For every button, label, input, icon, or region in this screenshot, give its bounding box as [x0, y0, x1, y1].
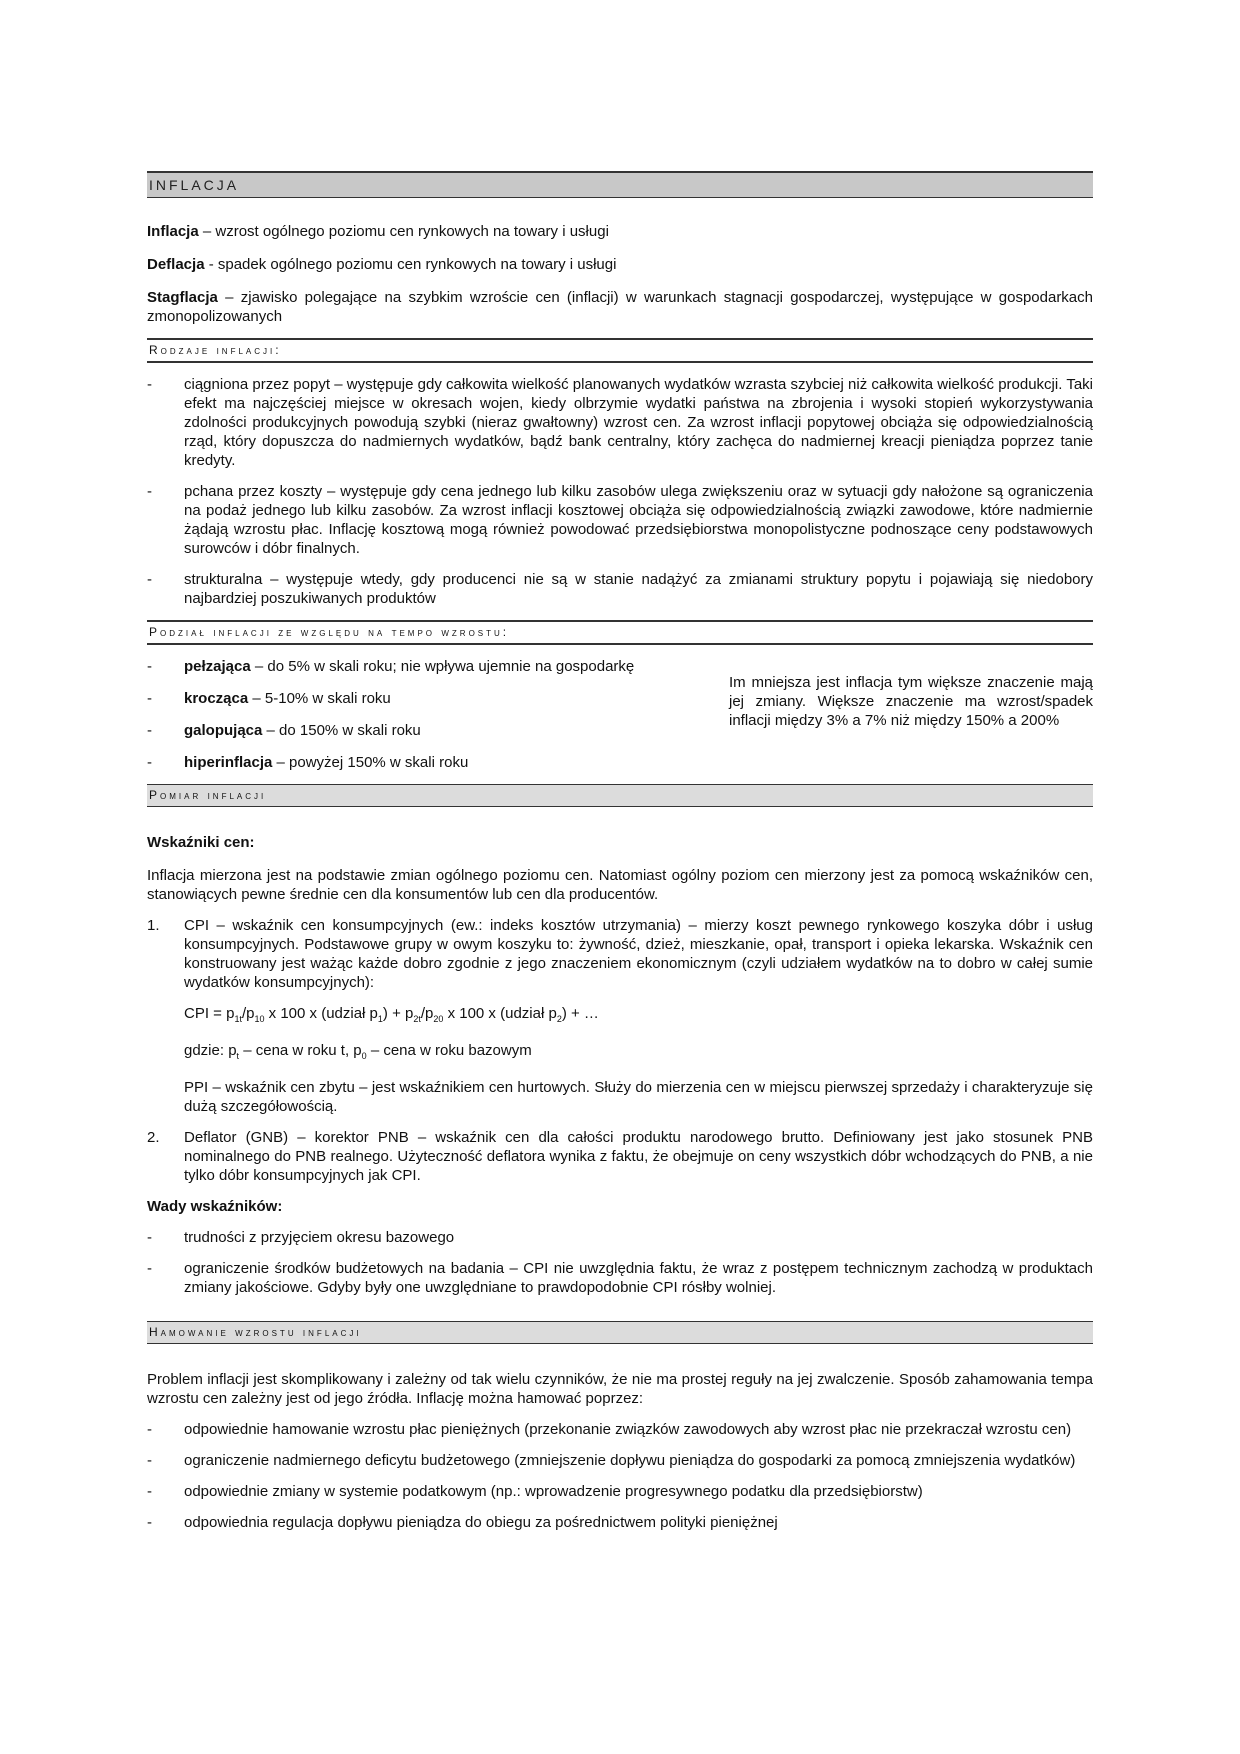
formula-part: /p [420, 1005, 434, 1022]
heading-initial: R [149, 343, 161, 357]
list-item [147, 375, 1093, 470]
list-item-text: ograniczenie nadmiernego deficytu budżetowego (zmniejszenie dopływu pieniądza do gospodarki za pomocą zmniejszenia wydatków) [184, 1452, 1076, 1469]
podzial-block [147, 657, 1093, 784]
subheading-wskazniki: Wskaźniki cen: [147, 834, 255, 851]
section-heading-pomiar [147, 784, 1093, 807]
list-item [147, 753, 717, 772]
section-heading-rodzaje [147, 338, 1093, 363]
heading-rest: odział inflacji ze względu na tempo wzrostu: [160, 625, 510, 639]
term: Inflacja [147, 223, 199, 240]
list-item [147, 657, 717, 676]
term: hiperinflacja [184, 754, 273, 771]
bullet-dash: - [147, 1514, 152, 1531]
bullet-dash: - [147, 1452, 152, 1469]
list-item-text: strukturalna – występuje wtedy, gdy producenci nie są w stanie nadążyć za zmianami struktury popytu i pojawiają się niedobory najbardziej poszukiwanych produktów [184, 571, 1093, 607]
list-item [147, 721, 717, 740]
bullet-dash: - [147, 1229, 152, 1246]
definition-text: - spadek ogólnego poziomu cen rynkowych na towary i usługi [204, 256, 617, 273]
heading-rest: omiar inflacji [160, 788, 267, 802]
list-item [147, 482, 1093, 558]
rodzaje-list [147, 375, 1093, 608]
formula-part: gdzie: p [184, 1042, 237, 1059]
list-item [147, 570, 1093, 608]
side-note-text: Im mniejsza jest inflacja tym większe znaczenie mają jej zmiany. Większe znaczenie ma wzrost/spadek inflacji między 3% a 7% niż między 150% a 200% [729, 674, 1093, 729]
heading-initial: P [149, 788, 161, 802]
pomiar-intro: Inflacja mierzona jest na podstawie zmian ogólnego poziomu cen. Natomiast ogólny poziom cen mierzony jest za pomocą wskaźników cen, stanowiących pewne średnie cen dla konsumentów lub cen dla producentów. [147, 867, 1093, 903]
formula-part: – cena w roku t, p [239, 1042, 362, 1059]
list-item-text: trudności z przyjęciem okresu bazowego [184, 1229, 455, 1246]
list-item [147, 1228, 1093, 1247]
list-item-text: – do 5% w skali roku; nie wpływa ujemnie na gospodarkę [250, 658, 635, 675]
item-number: 1. [147, 917, 160, 934]
bullet-dash: - [147, 1421, 152, 1438]
formula-subscript: 2t [413, 1014, 421, 1024]
hamowanie-intro: Problem inflacji jest skomplikowany i zależny od tak wielu czynników, że nie ma prostej reguły na jej zwalczenie. Sposób zahamowania tempa wzrostu cen zależny jest od jego źródła. Inflację można hamować poprzez: [147, 1371, 1093, 1407]
subheading-wady: Wady wskaźników: [147, 1198, 283, 1215]
formula-subscript: 1 [377, 1014, 383, 1024]
formula-subscript: t [236, 1051, 240, 1061]
list-item-text: odpowiednia regulacja dopływu pieniądza do obiegu za pośrednictwem polityki pieniężnej [184, 1514, 778, 1531]
formula-subscript: 10 [254, 1014, 265, 1024]
heading-rest: amowanie wzrostu inflacji [160, 1325, 362, 1339]
bullet-dash: - [147, 754, 152, 771]
bullet-dash: - [147, 722, 152, 739]
list-item-text: – powyżej 150% w skali roku [272, 754, 469, 771]
heading-rest: odzaje inflacji: [160, 343, 282, 357]
list-item-text: – do 150% w skali roku [262, 722, 421, 739]
bullet-dash: - [147, 1260, 152, 1277]
list-item-text: odpowiednie hamowanie wzrostu płac pieniężnych (przekonanie związków zawodowych aby wzrost płac nie przekraczał wzrostu cen) [184, 1421, 1072, 1438]
formula-legend [184, 1041, 1093, 1066]
formula-part: ) + p [382, 1005, 414, 1022]
wady-list [147, 1228, 1093, 1297]
formula-part: /p [241, 1005, 255, 1022]
numbered-item-text: Deflator (GNB) – korektor PNB – wskaźnik cen dla całości produktu narodowego brutto. Definiowany jest jako stosunek PNB nominalnego do PNB realnego. Użyteczność deflatora wynika z faktu, że obejmuje on ceny wszystkich dóbr wchodzących do PNB, a nie tylko dóbr konsumpcyjnych jak CPI. [184, 1129, 1093, 1184]
list-item [147, 1451, 1093, 1470]
bullet-dash: - [147, 376, 152, 393]
list-item [147, 1513, 1093, 1532]
formula-part: – cena w roku bazowym [366, 1042, 532, 1059]
section-heading-hamowanie [147, 1321, 1093, 1344]
numbered-item-text: CPI – wskaźnik cen konsumpcyjnych (ew.: indeks kosztów utrzymania) – mierzy koszt pewnego rynkowego koszyka dóbr i usług konsumpcyjnych. Podstawowe grupy w owym koszyku to: żywność, dzież, mieszkanie, opał, transport i opieka lekarska. Wskaźnik cen konstruowany jest ważąc każde dobro zgodnie z jego znaczeniem ekonomicznym (czyli udziałem wydatków na to dobro w całej sumie wydatków konsumpcyjnych): [184, 917, 1093, 991]
bullet-dash: - [147, 690, 152, 707]
formula-subscript: 20 [433, 1014, 444, 1024]
formula-part: x 100 x (udział p [443, 1005, 557, 1022]
list-item-text: pchana przez koszty – występuje gdy cena jednego lub kilku zasobów ulega zwiększeniu oraz w sytuacji gdy nałożone są ograniczenia na podaż jednego lub kilku zasobów. Za wzrost inflacji kosztowej obciąża się odpowiedzialnością związki zawodowe, które nadmiernie żądają wzrostu płac. Inflację kosztową mogą również powodować przedsiębiorstwa monopolistyczne podnoszące ceny podstawowych surowców i dóbr finalnych. [184, 483, 1093, 557]
bullet-dash: - [147, 1483, 152, 1500]
bullet-dash: - [147, 658, 152, 675]
side-note [717, 657, 1093, 784]
term: Stagflacja [147, 289, 218, 306]
list-item-text: ciągniona przez popyt – występuje gdy całkowita wielkość planowanych wydatków wzrasta szybciej niż całkowita wielkość produkcji. Taki efekt ma najczęściej miejsce w okresach wojen, kiedy olbrzymie wydatki państwa na zbrojenia i wysoki stopień wykorzystywania zdolności produkcyjnych powodują szybki (nieraz gwałtowny) wzrost cen. Za wzrost inflacji popytowej obciąża się odpowiedzialnością rząd, który dopuszcza do nadmiernych wydatków, bądź bank centralny, który zachęca do nadmiernej kreacji pieniądza poprzez tanie kredyty. [184, 376, 1093, 469]
definition-stagflacja [147, 288, 1093, 326]
podzial-list [147, 657, 717, 784]
list-item [147, 1259, 1093, 1297]
bullet-dash: - [147, 483, 152, 500]
formula-part: CPI = p [184, 1005, 235, 1022]
formula-subscript: 2 [556, 1014, 562, 1024]
term: galopująca [184, 722, 263, 739]
list-item-text: odpowiednie zmiany w systemie podatkowym (np.: wprowadzenie progresywnego podatku dla przedsiębiorstw) [184, 1483, 923, 1500]
list-item [147, 689, 717, 708]
list-item-text: – 5-10% w skali roku [248, 690, 391, 707]
item-number: 2. [147, 1129, 160, 1146]
hamowanie-list [147, 1420, 1093, 1532]
term: pełzająca [184, 658, 251, 675]
formula-subscript: 1t [234, 1014, 242, 1024]
list-item [147, 1420, 1093, 1439]
section-heading-podzial [147, 620, 1093, 645]
list-item-text: ograniczenie środków budżetowych na badania – CPI nie uwzględnia faktu, że wraz z postępem technicznym zachodzą w produktach zmiany jakościowe. Gdyby były one uwzględniane to prawdopodobnie CPI rósłby wolniej. [184, 1260, 1093, 1296]
definition-deflacja [147, 255, 1093, 274]
document-content [147, 171, 1093, 1544]
page-title: INFLACJA [147, 171, 1093, 198]
numbered-item [147, 916, 1093, 992]
definition-text: – zjawisko polegające na szybkim wzroście cen (inflacji) w warunkach stagnacji gospodarczej, występujące w gospodarkach zmonopolizowanych [147, 289, 1093, 325]
formula-part: ) + … [561, 1005, 599, 1022]
formula-part: x 100 x (udział p [264, 1005, 378, 1022]
list-item [147, 1482, 1093, 1501]
ppi-paragraph: PPI – wskaźnik cen zbytu – jest wskaźnikiem cen hurtowych. Służy do mierzenia cen w miejscu pierwszej sprzedaży i charakteryzuje się dużą szczegółowością. [184, 1079, 1093, 1115]
term: krocząca [184, 690, 249, 707]
formula-subscript: 0 [361, 1051, 367, 1061]
definition-inflacja [147, 222, 1093, 241]
definition-text: – wzrost ogólnego poziomu cen rynkowych na towary i usługi [198, 223, 609, 240]
heading-initial: H [149, 1325, 161, 1339]
term: Deflacja [147, 256, 205, 273]
heading-initial: P [149, 625, 161, 639]
numbered-item [147, 1128, 1093, 1185]
bullet-dash: - [147, 571, 152, 588]
cpi-formula [184, 1004, 1093, 1029]
